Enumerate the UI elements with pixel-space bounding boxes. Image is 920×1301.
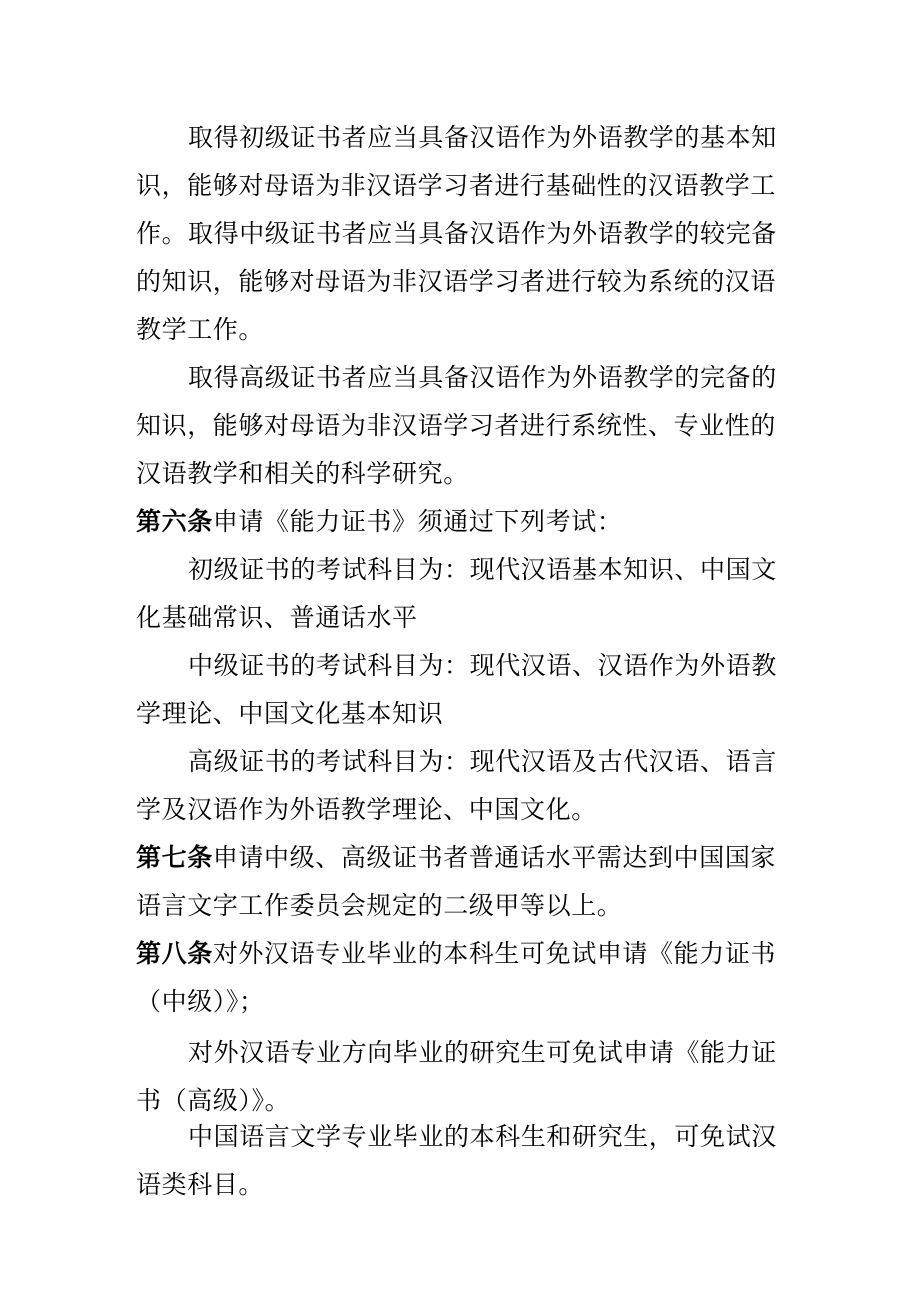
paragraph-text: 对外汉语专业方向毕业的研究生可免试申请《能力证书（高级）》。: [136, 1038, 777, 1115]
article-seven-heading: 第七条: [136, 843, 213, 872]
article-eight-text: 对外汉语专业毕业的本科生可免试申请《能力证书（中级）》；: [136, 939, 777, 1016]
article-six-text: 申请《能力证书》须通过下列考试：: [212, 507, 623, 536]
paragraph-graduate-exemption: [136, 1029, 796, 1125]
article-seven: [136, 834, 796, 930]
paragraph-advanced-certificate: [136, 354, 796, 498]
paragraph-intermediate-certificate: [136, 210, 796, 354]
article-eight-heading: 第八条: [136, 939, 213, 968]
paragraph-text: 取得初级证书者应当具备汉语作为外语教学的基本知识，能够对母语为非汉语学习者进行基础性的汉语教学工作。: [136, 123, 777, 248]
paragraph-text: 高级证书的考试科目为：现代汉语及古代汉语、语言学及汉语作为外语教学理论、中国文化。: [136, 747, 777, 824]
paragraph-text: 取得高级证书者应当具备汉语作为外语教学的完备的知识，能够对母语为非汉语学习者进行系统性、专业性的汉语教学和相关的科学研究。: [136, 363, 777, 488]
article-eight: [136, 930, 796, 1026]
paragraph-intermediate-exam: [136, 642, 796, 738]
paragraph-text: 取得中级证书者应当具备汉语作为外语教学的较完备的知识，能够对母语为非汉语学习者进行较为系统的汉语教学工作。: [136, 219, 777, 344]
paragraph-text: 中级证书的考试科目为：现代汉语、汉语作为外语教学理论、中国文化基本知识: [136, 651, 777, 728]
paragraph-primary-exam: [136, 546, 796, 642]
paragraph-text: 中国语言文学专业毕业的本科生和研究生，可免试汉语类科目。: [136, 1122, 777, 1199]
article-seven-text: 申请中级、高级证书者普通话水平需达到中国国家语言文字工作委员会规定的二级甲等以上。: [136, 843, 777, 920]
article-six-heading: 第六条: [136, 507, 213, 536]
paragraph-advanced-exam: [136, 738, 796, 834]
paragraph-literature-exemption: [136, 1113, 796, 1209]
article-six: [136, 498, 796, 546]
paragraph-text: 初级证书的考试科目为：现代汉语基本知识、中国文化基础常识、普通话水平: [136, 555, 777, 632]
